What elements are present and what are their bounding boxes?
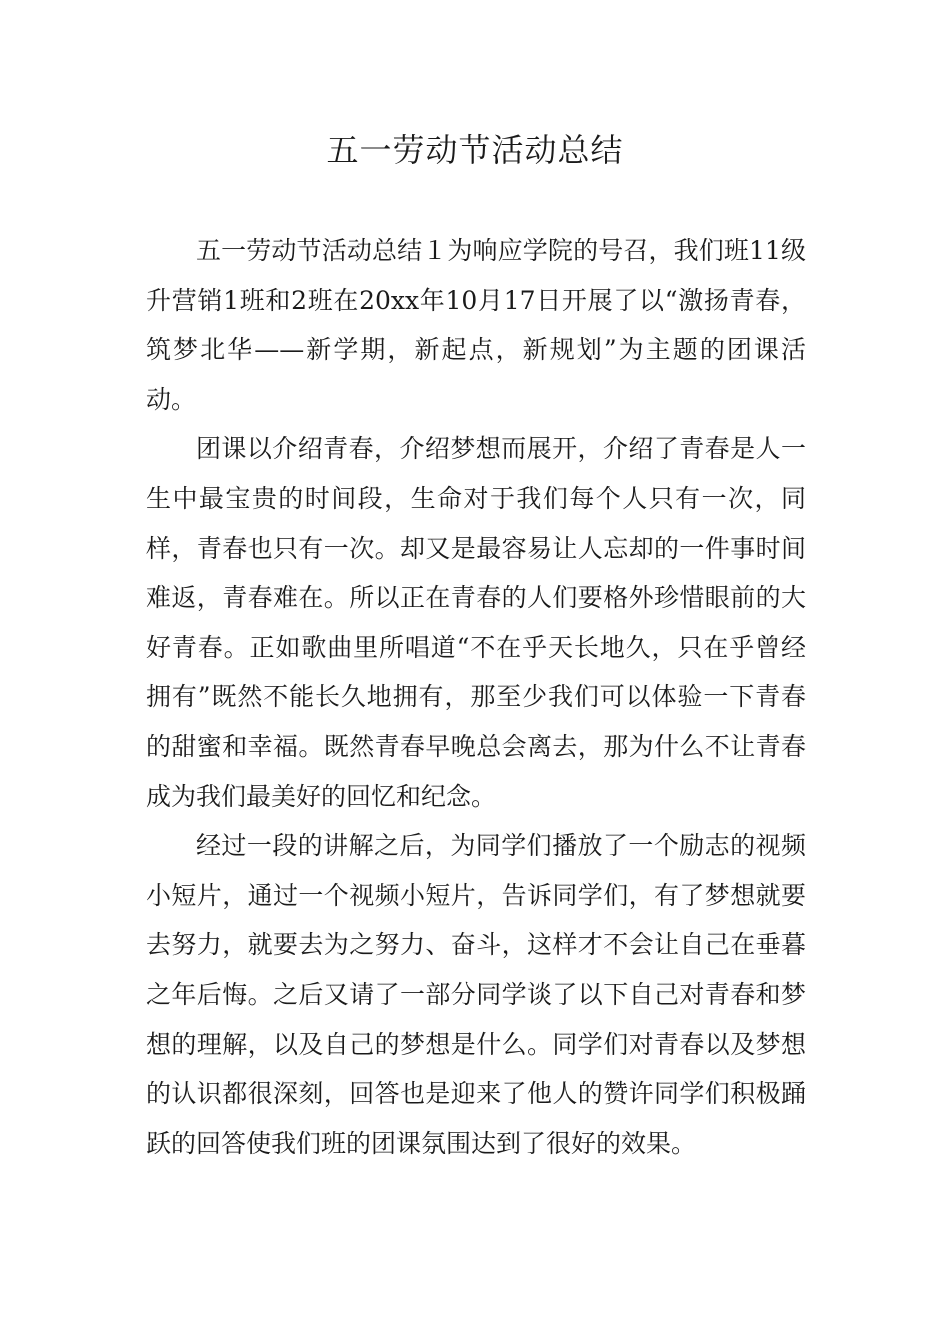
- paragraph-3: 经过一段的讲解之后，为同学们播放了一个励志的视频小短片，通过一个视频小短片，告诉同学们，有了梦想就要去努力，就要去为之努力、奋斗，这样才不会让自己在垂暮之年后悔。之后又请了一部分同学谈了以下自己对青春和梦想的理解，以及自己的梦想是什么。同学们对青春以及梦想的认识都很深刻，回答也是迎来了他人的赞许同学们积极踊跃的回答使我们班的团课氛围达到了很好的效果。: [146, 831, 806, 1158]
- document-title: 五一劳动节活动总结: [326, 131, 624, 169]
- paragraph-2: 团课以介绍青春，介绍梦想而展开，介绍了青春是人一生中最宝贵的时间段，生命对于我们每个人只有一次，同样，青春也只有一次。却又是最容易让人忘却的一件事时间难返，青春难在。所以正在青春的人们要格外珍惜眼前的大好青春。正如歌曲里所唱道“不在乎天长地久，只在乎曾经拥有”既然不能长久地拥有，那至少我们可以体验一下青春的甜蜜和幸福。既然青春早晚总会离去，那为什么不让青春成为我们最美好的回忆和纪念。: [146, 434, 806, 811]
- document-body: [146, 226, 806, 1168]
- paragraph-1: 五一劳动节活动总结１为响应学院的号召，我们班11级升营销1班和2班在20xx年10月17日开展了以“激扬青春，筑梦北华——新学期，新起点，新规划”为主题的团课活动。: [146, 236, 806, 414]
